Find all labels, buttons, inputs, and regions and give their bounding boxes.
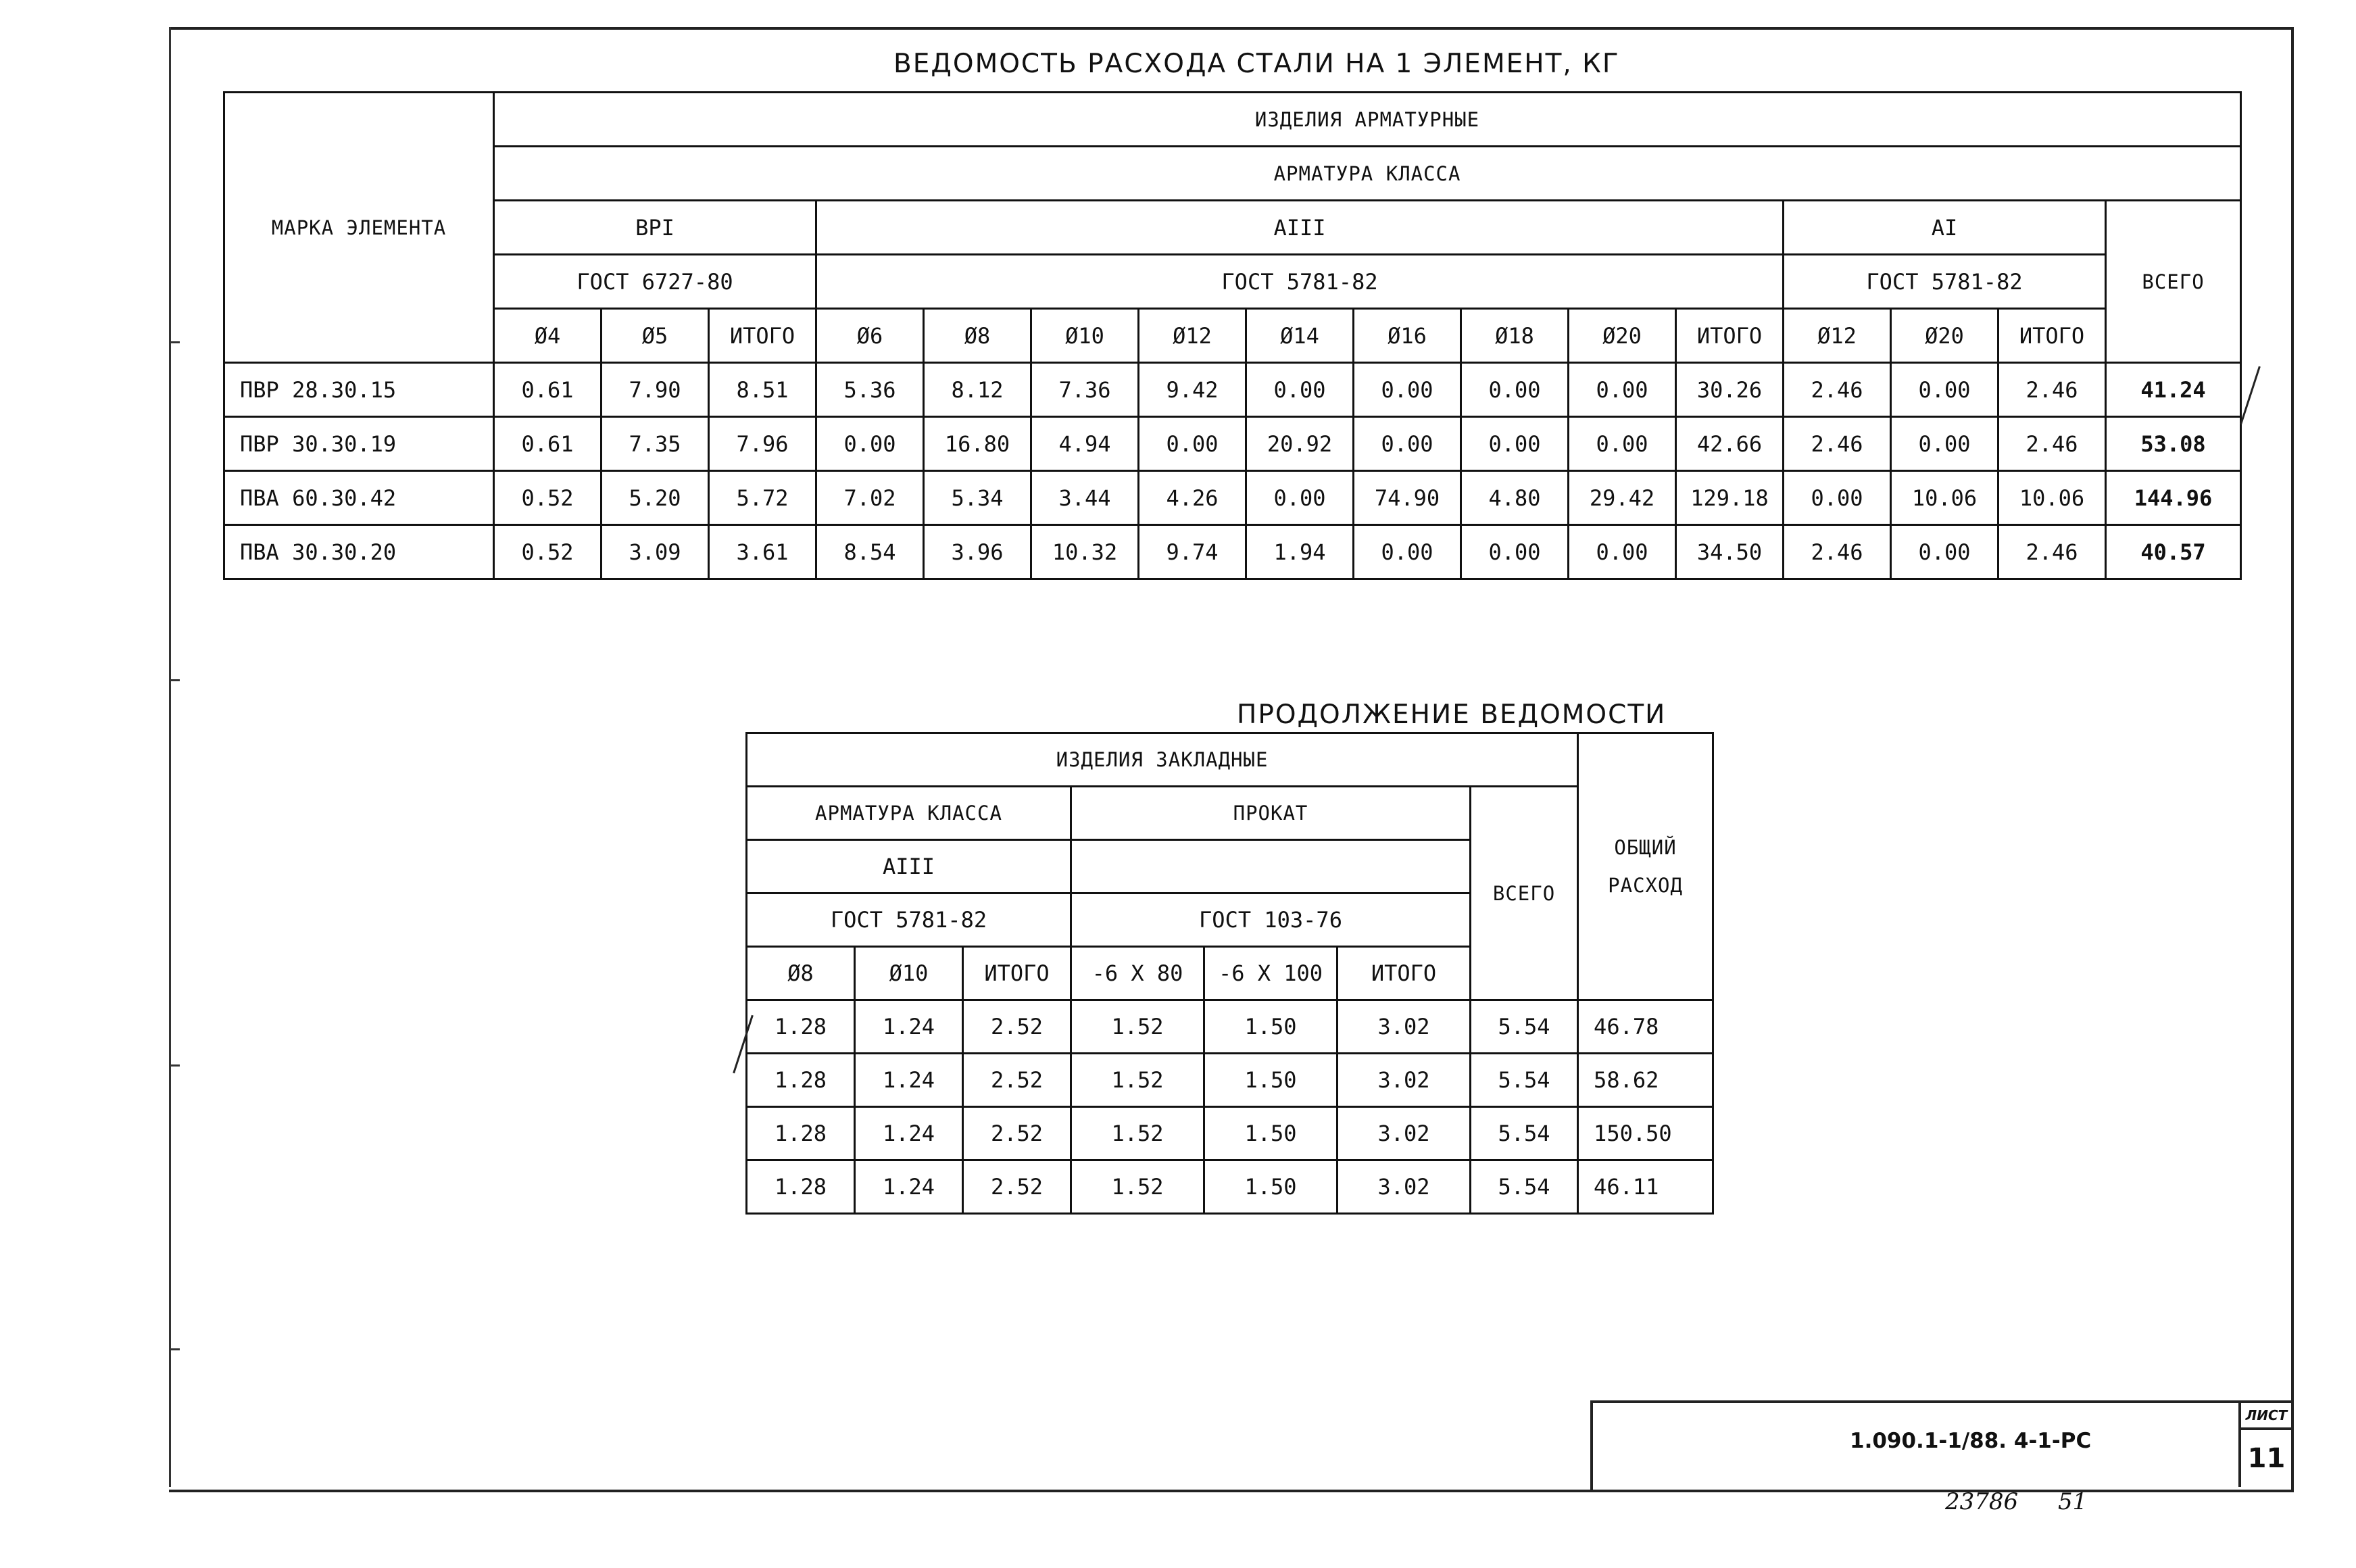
table-row — [747, 1054, 1713, 1107]
cell: 0.00 — [1246, 363, 1354, 417]
cell: 3.61 — [709, 525, 816, 579]
cell: 2.46 — [1998, 417, 2106, 471]
cell-total: 40.57 — [2106, 525, 2241, 579]
col-header: Ø14 — [1246, 309, 1354, 363]
cell: 129.18 — [1676, 471, 1784, 525]
header-total: ВСЕГО — [2106, 201, 2241, 363]
header-class: АРМАТУРА КЛАССА — [747, 787, 1071, 840]
cell: 0.52 — [494, 525, 602, 579]
cell: 1.52 — [1071, 1000, 1204, 1054]
header-class: АРМАТУРА КЛАССА — [494, 147, 2241, 201]
col-header: Ø20 — [1891, 309, 1998, 363]
group-gost: ГОСТ 103-76 — [1071, 893, 1471, 947]
cell: 29.42 — [1569, 471, 1676, 525]
cell: 3.02 — [1337, 1000, 1471, 1054]
cell: 3.02 — [1337, 1160, 1471, 1214]
table-row — [224, 363, 2241, 417]
cell: 1.50 — [1204, 1107, 1337, 1160]
table-row — [747, 1107, 1713, 1160]
cell-total: 46.11 — [1578, 1160, 1713, 1214]
col-header: Ø8 — [747, 947, 855, 1000]
cell: 74.90 — [1354, 471, 1461, 525]
cell: 0.00 — [1891, 417, 1998, 471]
cell: 30.26 — [1676, 363, 1784, 417]
cell: 0.00 — [816, 417, 924, 471]
cell: 7.90 — [602, 363, 709, 417]
header-total-consumption: ОБЩИЙ РАСХОД — [1578, 733, 1713, 1000]
col-header: Ø16 — [1354, 309, 1461, 363]
cell: 0.00 — [1569, 417, 1676, 471]
sheet-label: ЛИСТ — [2241, 1403, 2292, 1430]
cell: 34.50 — [1676, 525, 1784, 579]
cell: 2.52 — [963, 1000, 1071, 1054]
col-header: Ø5 — [602, 309, 709, 363]
cell: 20.92 — [1246, 417, 1354, 471]
cell: 5.54 — [1471, 1107, 1578, 1160]
header-mark: МАРКА ЭЛЕМЕНТА — [224, 93, 494, 363]
cell: 5.54 — [1471, 1160, 1578, 1214]
margin-tick — [169, 1064, 180, 1067]
cell: 7.36 — [1031, 363, 1139, 417]
table-row — [224, 417, 2241, 471]
cell: 0.00 — [1784, 471, 1891, 525]
cell: 1.52 — [1071, 1054, 1204, 1107]
title-block — [1590, 1400, 2292, 1490]
continuation-title: ПРОДОЛЖЕНИЕ ВЕДОМОСТИ — [1237, 700, 1667, 730]
group-gost: ГОСТ 5781-82 — [1784, 255, 2106, 309]
sheet-number: 11 — [2247, 1443, 2286, 1474]
cell: 2.46 — [1784, 417, 1891, 471]
cell: 1.24 — [855, 1160, 963, 1214]
col-header: ИТОГО — [1998, 309, 2106, 363]
cell: 9.74 — [1139, 525, 1246, 579]
cell: 5.54 — [1471, 1054, 1578, 1107]
cell: 2.52 — [963, 1107, 1071, 1160]
cell-total: 46.78 — [1578, 1000, 1713, 1054]
cell: 3.44 — [1031, 471, 1139, 525]
group-gost: ГОСТ 5781-82 — [816, 255, 1784, 309]
steel-consumption-table — [223, 91, 2242, 580]
col-header: ИТОГО — [963, 947, 1071, 1000]
col-header: ИТОГО — [709, 309, 816, 363]
cell: 4.80 — [1461, 471, 1569, 525]
cell: 0.00 — [1891, 363, 1998, 417]
cell: 0.00 — [1354, 417, 1461, 471]
table-row — [224, 471, 2241, 525]
binding-edge — [169, 27, 171, 1487]
cell: 2.46 — [1998, 525, 2106, 579]
margin-tick — [169, 341, 180, 343]
cell-total: 58.62 — [1578, 1054, 1713, 1107]
cell: 42.66 — [1676, 417, 1784, 471]
cell: 2.52 — [963, 1160, 1071, 1214]
embedded-parts-table — [745, 732, 1714, 1215]
cell: 1.24 — [855, 1054, 963, 1107]
cell: 1.24 — [855, 1000, 963, 1054]
element-mark: ПВА 60.30.42 — [224, 471, 494, 525]
cell: 0.00 — [1461, 363, 1569, 417]
cell: 0.00 — [1569, 363, 1676, 417]
group-name-empty — [1071, 840, 1471, 893]
cell: 0.00 — [1246, 471, 1354, 525]
cell: 3.96 — [924, 525, 1031, 579]
cell-total: 150.50 — [1578, 1107, 1713, 1160]
cell: 5.34 — [924, 471, 1031, 525]
group-gost: ГОСТ 6727-80 — [494, 255, 816, 309]
col-header: -6 X 80 — [1071, 947, 1204, 1000]
cell: 5.20 — [602, 471, 709, 525]
cell: 8.12 — [924, 363, 1031, 417]
cell: 1.28 — [747, 1054, 855, 1107]
cell: 0.52 — [494, 471, 602, 525]
col-header: Ø12 — [1139, 309, 1246, 363]
cell: 0.00 — [1891, 525, 1998, 579]
col-header: Ø10 — [1031, 309, 1139, 363]
group-name: AIII — [816, 201, 1784, 255]
group-name: AI — [1784, 201, 2106, 255]
cell: 8.54 — [816, 525, 924, 579]
col-header: Ø18 — [1461, 309, 1569, 363]
cell: 1.50 — [1204, 1000, 1337, 1054]
col-header: -6 X 100 — [1204, 947, 1337, 1000]
header-embedded: ИЗДЕЛИЯ ЗАКЛАДНЫЕ — [747, 733, 1578, 787]
header-products: ИЗДЕЛИЯ АРМАТУРНЫЕ — [494, 93, 2241, 147]
document-code: 1.090.1-1/88. 4-1-РС — [1850, 1429, 2092, 1453]
header-rolled: ПРОКАТ — [1071, 787, 1471, 840]
cell: 0.00 — [1354, 525, 1461, 579]
header-vsego: ВСЕГО — [1471, 787, 1578, 1000]
inventory-number: 23786 — [1945, 1488, 2019, 1515]
cell-total: 53.08 — [2106, 417, 2241, 471]
cell: 1.94 — [1246, 525, 1354, 579]
cell: 1.50 — [1204, 1160, 1337, 1214]
cell: 3.02 — [1337, 1107, 1471, 1160]
cell: 10.06 — [1891, 471, 1998, 525]
element-mark: ПВР 30.30.19 — [224, 417, 494, 471]
cell: 8.51 — [709, 363, 816, 417]
col-header: ИТОГО — [1676, 309, 1784, 363]
col-header: Ø20 — [1569, 309, 1676, 363]
cell: 9.42 — [1139, 363, 1246, 417]
cell: 2.46 — [1784, 363, 1891, 417]
cell: 1.24 — [855, 1107, 963, 1160]
cell: 5.72 — [709, 471, 816, 525]
page-number: 51 — [2058, 1488, 2088, 1515]
group-name: ВРI — [494, 201, 816, 255]
cell: 1.28 — [747, 1160, 855, 1214]
cell: 0.61 — [494, 417, 602, 471]
cell: 5.36 — [816, 363, 924, 417]
cell: 0.00 — [1461, 417, 1569, 471]
cell: 4.26 — [1139, 471, 1246, 525]
cell: 7.35 — [602, 417, 709, 471]
cell: 7.96 — [709, 417, 816, 471]
col-header: Ø8 — [924, 309, 1031, 363]
cell: 1.28 — [747, 1107, 855, 1160]
col-header: ИТОГО — [1337, 947, 1471, 1000]
margin-tick — [169, 679, 180, 681]
cell-total: 41.24 — [2106, 363, 2241, 417]
col-header: Ø12 — [1784, 309, 1891, 363]
cell: 16.80 — [924, 417, 1031, 471]
cell: 10.06 — [1998, 471, 2106, 525]
group-gost: ГОСТ 5781-82 — [747, 893, 1071, 947]
table-row — [224, 525, 2241, 579]
cell: 3.09 — [602, 525, 709, 579]
cell: 7.02 — [816, 471, 924, 525]
cell: 4.94 — [1031, 417, 1139, 471]
cell: 0.61 — [494, 363, 602, 417]
col-header: Ø4 — [494, 309, 602, 363]
cell: 10.32 — [1031, 525, 1139, 579]
cell: 0.00 — [1139, 417, 1246, 471]
element-mark: ПВА 30.30.20 — [224, 525, 494, 579]
cell: 5.54 — [1471, 1000, 1578, 1054]
cell: 1.28 — [747, 1000, 855, 1054]
cell: 0.00 — [1569, 525, 1676, 579]
cell: 2.52 — [963, 1054, 1071, 1107]
sheet-box — [2238, 1403, 2292, 1487]
col-header: Ø6 — [816, 309, 924, 363]
cell: 1.50 — [1204, 1054, 1337, 1107]
main-title: ВЕДОМОСТЬ РАСХОДА СТАЛИ НА 1 ЭЛЕМЕНТ, КГ — [893, 49, 1620, 79]
cell: 0.00 — [1461, 525, 1569, 579]
element-mark: ПВР 28.30.15 — [224, 363, 494, 417]
cell: 3.02 — [1337, 1054, 1471, 1107]
cell: 2.46 — [1784, 525, 1891, 579]
cell: 1.52 — [1071, 1160, 1204, 1214]
group-name: AIII — [747, 840, 1071, 893]
cell-total: 144.96 — [2106, 471, 2241, 525]
col-header: Ø10 — [855, 947, 963, 1000]
margin-tick — [169, 1348, 180, 1350]
cell: 0.00 — [1354, 363, 1461, 417]
cell: 2.46 — [1998, 363, 2106, 417]
cell: 1.52 — [1071, 1107, 1204, 1160]
table-row — [747, 1000, 1713, 1054]
table-row — [747, 1160, 1713, 1214]
